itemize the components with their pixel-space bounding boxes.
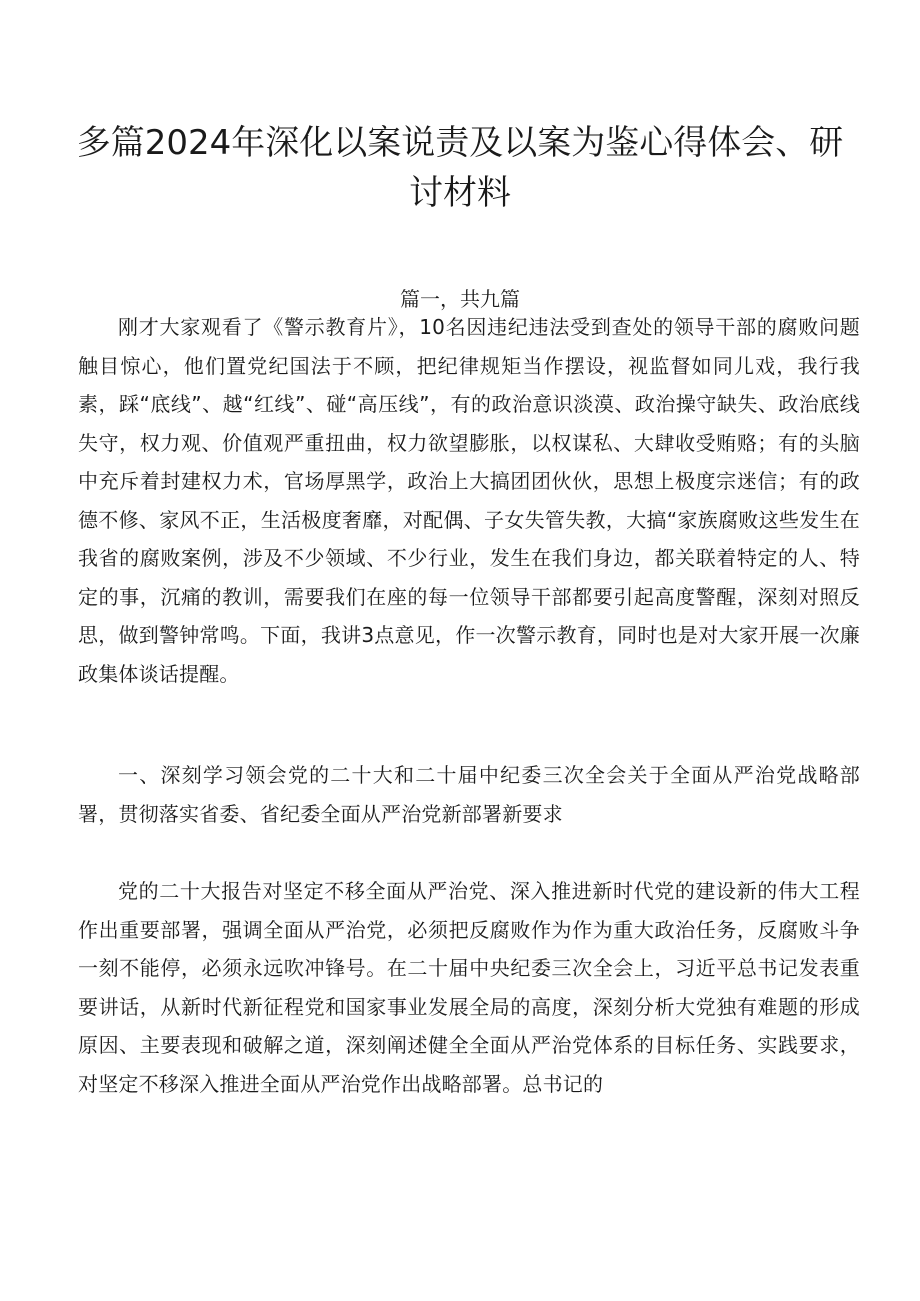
body-paragraph: 一、深刻学习领会党的二十大和二十届中纪委三次全会关于全面从严治党战略部署，贯彻落实省委、省纪委全面从严治党新部署新要求 — [78, 763, 860, 826]
body-paragraph: 党的二十大报告对坚定不移全面从严治党、深入推进新时代党的建设新的伟大工程作出重要部署，强调全面从严治党，必须把反腐败作为作为重大政治任务，反腐败斗争一刻不能停，必须永远吹冲锋号。在二十届中央纪委三次全会上，习近平总书记发表重要讲话，从新时代新征程党和国家事业发展全局的高度，深刻分析大党独有难题的形成原因、主要表现和破解之道，深刻阐述健全全面从严治党体系的目标任务、实践要求，对坚定不移深入推进全面从严治党作出战略部署。总书记的 — [78, 879, 860, 1096]
section-heading: 篇一，共九篇 — [400, 287, 520, 311]
document-title: 多篇2024年深化以案说责及以案为鉴心得体会、研讨材料 — [76, 123, 844, 213]
body-paragraph: 刚才大家观看了《警示教育片》，10名因违纪违法受到查处的领导干部的腐败问题触目惊心，他们置党纪国法于不顾，把纪律规矩当作摆设，视监督如同儿戏，我行我素，踩“底线”、越“红线”、碰“高压线”，有的政治意识淡漠、政治操守缺失、政治底线失守，权力观、价值观严重扭曲，权力欲望膨胀，以权谋私、大肆收受贿赂；有的头脑中充斥着封建权力术，官场厚黑学，政治上大搞团团伙伙，思想上极度宗迷信；有的政德不修、家风不正，生活极度奢靡，对配偶、子女失管失教，大搞“家族腐败这些发生在我省的腐败案例，涉及不少领域、不少行业，发生在我们身边，都关联着特定的人、特定的事，沉痛的教训，需要我们在座的每一位领导干部都要引起高度警醒，深刻对照反思，做到警钟常鸣。下面，我讲3点意见，作一次警示教育，同时也是对大家开展一次廉政集体谈话提醒。 — [78, 315, 860, 686]
